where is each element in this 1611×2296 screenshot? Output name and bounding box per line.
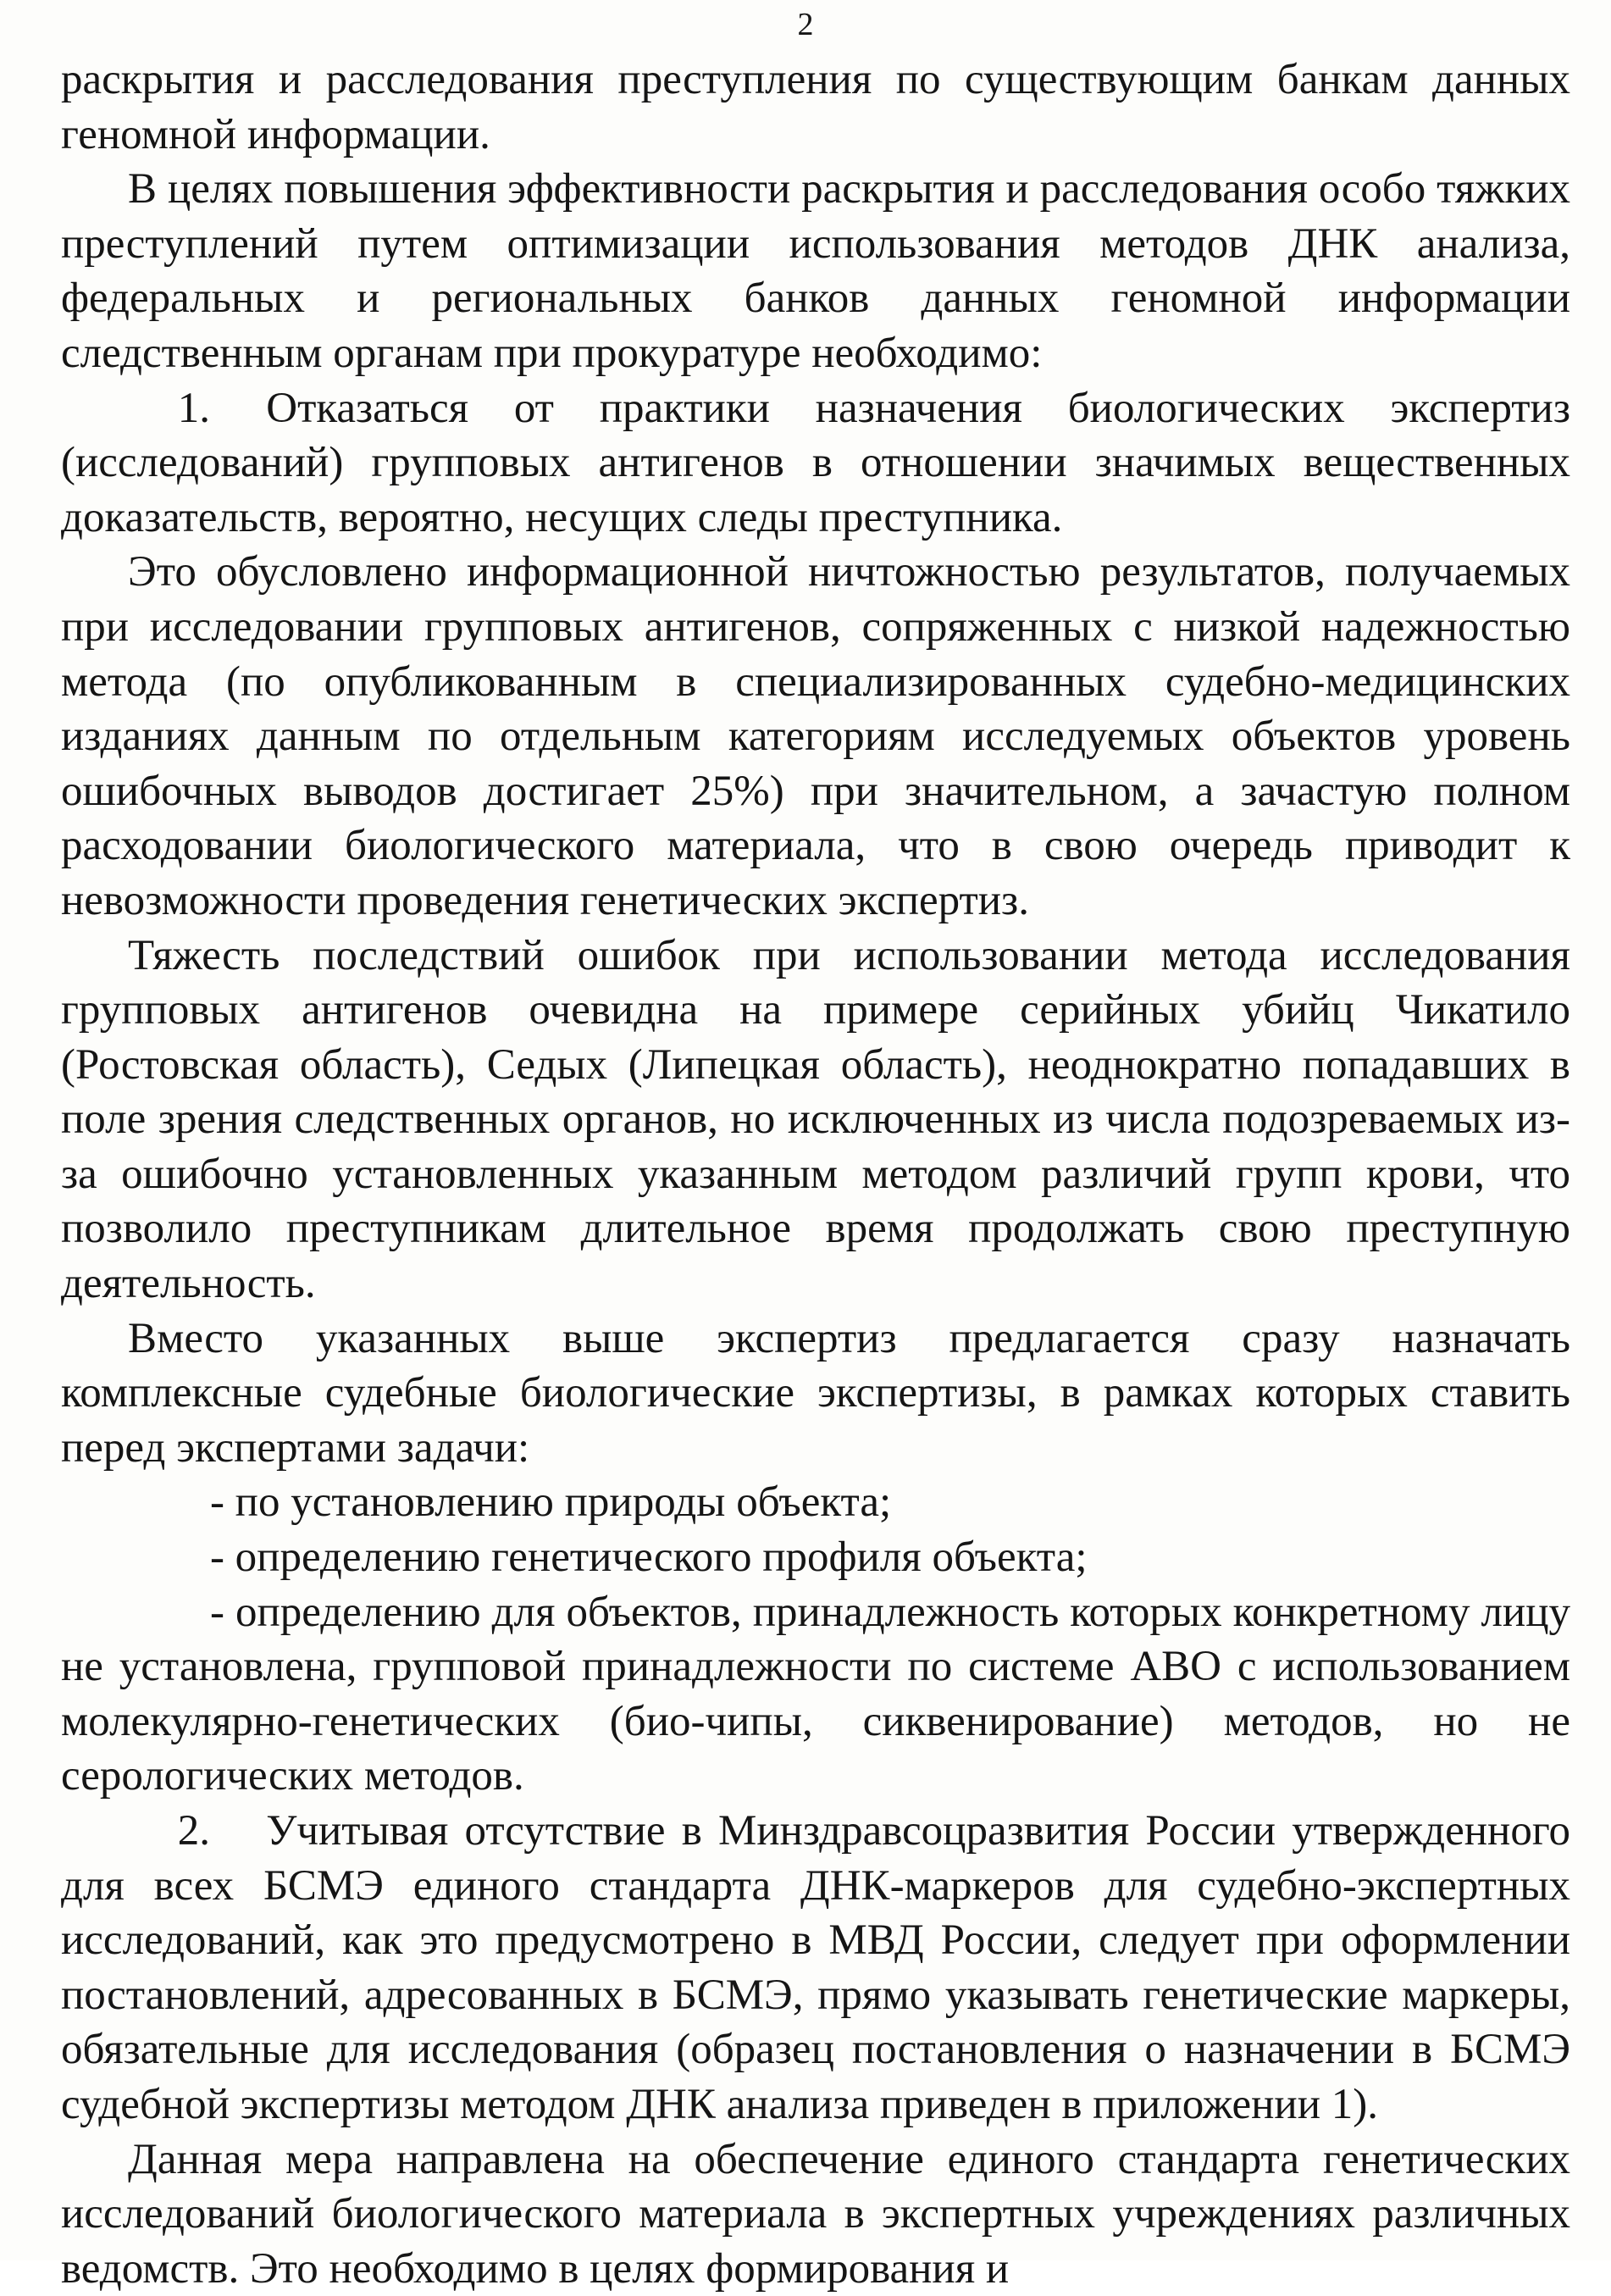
numbered-item-1 bbox=[61, 381, 1570, 546]
list-item: - определению для объектов, принадлежность которых конкретному лицу не установлена, групповой принадлежности по системе АВО с использованием молекулярно-генетических (био-чипы, сиквенирование) методов, но не серологических методов. bbox=[61, 1588, 1570, 1800]
item-text: Отказаться от практики назначения биологических экспертиз (исследований) групповых антигенов в отношении значимых вещественных доказательств, вероятно, несущих следы преступника. bbox=[61, 384, 1570, 541]
paragraph-purpose: В целях повышения эффективности раскрытия и расследования особо тяжких преступлений путем оптимизации использования методов ДНК анализа, федеральных и региональных банков данных геномной информации следственным органам при прокуратуре необходимо: bbox=[61, 165, 1570, 377]
paragraph-proposal: Вместо указанных выше экспертиз предлагается сразу назначать комплексные судебные биологические экспертизы, в рамках которых ставить перед экспертами задачи: bbox=[61, 1314, 1570, 1472]
list-item: - по установлению природы объекта; bbox=[209, 1478, 892, 1527]
paragraph-continuation: раскрытия и расследования преступления по существующим банкам данных геномной информации. bbox=[61, 56, 1570, 158]
paragraph-standard: Данная мера направлена на обеспечение единого стандарта генетических исследований биологического материала в экспертных учреждениях различных ведомств. Это необходимо в целях формирования и bbox=[61, 2135, 1570, 2293]
item-text: Учитывая отсутствие в Минздравсоцразвития России утвержденного для всех БСМЭ единого стандарта ДНК-маркеров для судебно-экспертных исследований, как это предусмотрено в МВД России, следует при оформлении постановлений, адресованных в БСМЭ, прямо указывать генетические маркеры, обязательные для исследования (образец постановления о назначении в БСМЭ судебной экспертизы методом ДНК анализа приведен в приложении 1). bbox=[61, 1807, 1570, 2128]
list-item: - определению генетического профиля объекта; bbox=[209, 1533, 1088, 1582]
document-body bbox=[61, 53, 1570, 2296]
paragraph-consequences: Тяжесть последствий ошибок при использовании метода исследования групповых антигенов очевидна на примере серийных убийц Чикатило (Ростовская область), Седых (Липецкая область), неоднократно попадавших в поле зрения следственных органов, но исключенных из числа подозреваемых из-за ошибочно установленных указанным методом различий групп крови, что позволило преступникам длительное время продолжать свою преступную деятельность. bbox=[61, 931, 1570, 1308]
numbered-item-2 bbox=[61, 1804, 1570, 2132]
item-number: 1. bbox=[177, 384, 210, 432]
paragraph-reason: Это обусловлено информационной ничтожностью результатов, получаемых при исследовании групповых антигенов, сопряженных с низкой надежностью метода (по опубликованным в специализированных судебно-медицинских изданиях данным по отдельным категориям исследуемых объектов уровень ошибочных выводов достигает 25%) при значительном, а зачастую полном расходовании биологического материала, что в свою очередь приводит к невозможности проведения генетических экспертиз. bbox=[61, 548, 1570, 924]
page-number: 2 bbox=[797, 7, 814, 42]
item-number: 2. bbox=[177, 1807, 210, 1855]
